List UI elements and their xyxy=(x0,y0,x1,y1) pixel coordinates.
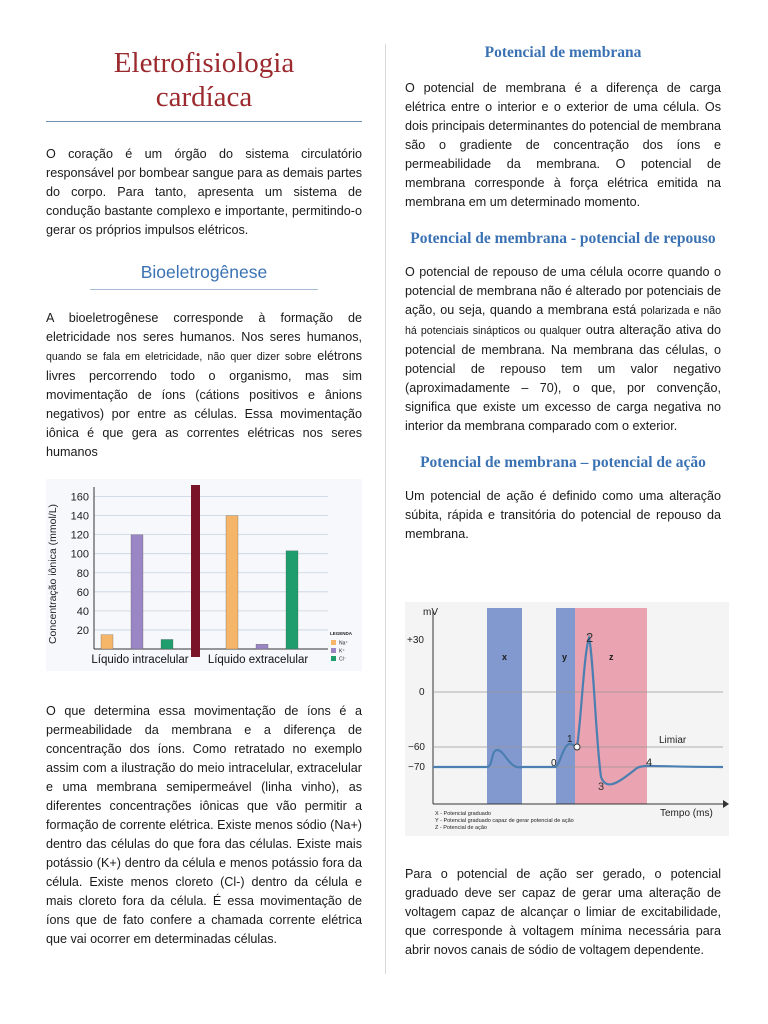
membrane-paragraph: O potencial de membrana é a diferença de carga elétrica entre o interior e o exterior de uma célula. Os dois principais determinantes do potencial de membrana são o gradiente de concentração dos íons e permeabilidade da membrana. O potencial de membrana corresponde à força elétrica emitida na membrana em um determinado momento. xyxy=(405,81,721,209)
y-tick-label-20: 20 xyxy=(76,624,89,637)
bio-text-small: quando se fala em eletricidade, não quer dizer sobre xyxy=(46,351,312,363)
region-y xyxy=(556,608,575,804)
right-column xyxy=(405,42,721,544)
resting-text-2: outra alteração ativa do potencial de membrana. Na membrana das células, o potencial de repouso tem um valor negativo (aproximadamente – 70), o que, por convenção, significa que existe um excesso de carga negativa no interior da membrana comparado com o exterior. xyxy=(405,323,722,433)
ap-tick-0: 0 xyxy=(419,687,425,698)
resting-text-1: O potencial de repouso de uma célula ocorre quando o potencial de membrana não é alterado por potenciais de ação, ou seja, quando a membrana está xyxy=(405,265,721,317)
point-label-3: 3 xyxy=(598,781,605,793)
group-label-extracellular: Líquido extracelular xyxy=(207,654,309,666)
intro-paragraph: O coração é um órgão do sistema circulatório responsável por bombear sangue para as demais partes do corpo. Para tanto, apresenta um sistema de condução bastante complexo e importante, permitindo-o gerar os próprios impulsos elétricos. xyxy=(46,147,362,237)
section-heading-bioeletrogenese: Bioeletrogênese xyxy=(140,262,268,282)
heading-potencial-membrana: Potencial de membrana xyxy=(484,44,642,61)
bio-text-2: elétrons livres percorrendo todo o organismo, mas sim movimentação de íons (cátions positivos e ânions negativos) por entre as células. Essa movimentação iônica é que gera as correntes elétricas nos seres humanos xyxy=(46,349,362,459)
section-rule xyxy=(90,289,318,290)
resting-text-small: polarizada e não há potenciais sinápticos ou qualquer xyxy=(405,305,721,337)
page-title xyxy=(46,46,362,114)
ap-legend-z: Z - Potencial de ação xyxy=(435,825,487,831)
legend-label-1: K⁺ xyxy=(339,648,345,655)
legend-label-0: Na⁺ xyxy=(339,640,349,647)
y-tick-label-100: 100 xyxy=(70,548,89,561)
ap-legend-x: X - Potencial graduado xyxy=(435,811,491,817)
legend-title: LEGENDA xyxy=(330,631,353,636)
membrane-bar xyxy=(191,485,200,657)
right-column-lower xyxy=(405,865,721,960)
y-tick-label-80: 80 xyxy=(76,567,89,580)
point-label-0: 0 xyxy=(551,758,557,769)
resting-paragraph xyxy=(405,263,721,436)
y-tick-label-140: 140 xyxy=(70,510,89,523)
y-tick-label-120: 120 xyxy=(70,529,89,542)
bar-k-extracellular xyxy=(256,644,268,649)
threshold-label: Limiar xyxy=(659,735,687,746)
legend-swatch-2 xyxy=(331,656,336,661)
bio-paragraph xyxy=(46,309,362,462)
ion-concentration-chart xyxy=(46,479,362,671)
group-label-intracellular: Líquido intracelular xyxy=(91,654,189,666)
left-column-lower xyxy=(46,702,362,949)
region-x xyxy=(487,608,522,804)
ap-tick-minus60: −60 xyxy=(408,742,425,753)
column-divider xyxy=(385,44,386,974)
action-potential-chart xyxy=(405,602,729,836)
left-column xyxy=(46,42,362,462)
title-line-2: cardíaca xyxy=(155,81,253,113)
region-y-label: y xyxy=(562,652,568,662)
bar-cl-extracellular xyxy=(286,551,298,649)
heading-potencial-repouso: Potencial de membrana - potencial de repouso xyxy=(410,230,716,247)
legend-label-2: Cl⁻ xyxy=(339,656,347,663)
bar-k-intracellular xyxy=(131,535,143,649)
title-line-1: Eletrofisiologia xyxy=(113,47,295,79)
bar-na-intracellular xyxy=(101,635,113,649)
title-rule xyxy=(46,121,362,122)
region-x-label: x xyxy=(502,652,508,662)
ap-tick-minus70: −70 xyxy=(408,762,425,773)
bar-cl-intracellular xyxy=(161,639,173,649)
ap-xlabel: Tempo (ms) xyxy=(660,808,713,819)
threshold-paragraph: Para o potencial de ação ser gerado, o potencial graduado deve ser capaz de gerar uma alteração de voltagem capaz de alcançar o limiar de excitabilidade, que corresponde à voltagem mínima necessária para abrir novos canais de sódio de voltagem dependente. xyxy=(405,867,721,957)
threshold-marker xyxy=(574,744,580,750)
point-label-1: 1 xyxy=(567,734,573,745)
permeability-paragraph: O que determina essa movimentação de íons é a permeabilidade da membrana e a diferença de concentração dos íons. Como retratado no exemplo assim com a ilustração do meio intracelular, extracelular e uma membrana semipermeável (linha vinho), as diferentes concentrações iônicas que vão permitir a formação de corrente elétrica. Existe menos sódio (Na+) dentro das células do que fora das células. Existe mais potássio (K+) dentro da célula e menos potássio fora da célula. Existe menos cloreto (Cl-) dentro da célula e mais cloreto fora da célula. É essa movimentação de íons que de fato confere a chamada corrente elétrica que vai ocorrer em determinadas células. xyxy=(46,704,362,946)
y-tick-label-60: 60 xyxy=(76,586,89,599)
ion-chart-svg xyxy=(46,479,362,671)
bio-text-1: A bioeletrogênese corresponde à formação de eletricidade nos seres humanos. Nos seres humanos, xyxy=(46,311,362,344)
action-paragraph: Um potencial de ação é definido como uma alteração súbita, rápida e transitória do potencial de repouso da membrana. xyxy=(405,489,721,541)
legend-swatch-0 xyxy=(331,640,336,645)
ap-legend-y: Y - Potencial graduado capaz de gerar potencial de ação xyxy=(435,818,574,824)
heading-potencial-acao: Potencial de membrana – potencial de ação xyxy=(420,454,706,471)
region-z-label: z xyxy=(609,652,614,662)
point-label-2: 2 xyxy=(586,630,594,645)
legend-swatch-1 xyxy=(331,648,336,653)
bar-na-extracellular xyxy=(226,516,238,649)
ap-x-arrow xyxy=(723,800,729,808)
ap-tick-plus30: +30 xyxy=(407,635,424,646)
y-tick-label-40: 40 xyxy=(76,605,89,618)
ap-chart-svg xyxy=(405,602,729,836)
y-tick-label-160: 160 xyxy=(70,491,89,504)
ion-chart-ylabel: Concentração iônica (mmol/L) xyxy=(47,503,59,645)
point-label-4: 4 xyxy=(646,757,653,769)
ap-ylabel: mV xyxy=(423,607,438,618)
